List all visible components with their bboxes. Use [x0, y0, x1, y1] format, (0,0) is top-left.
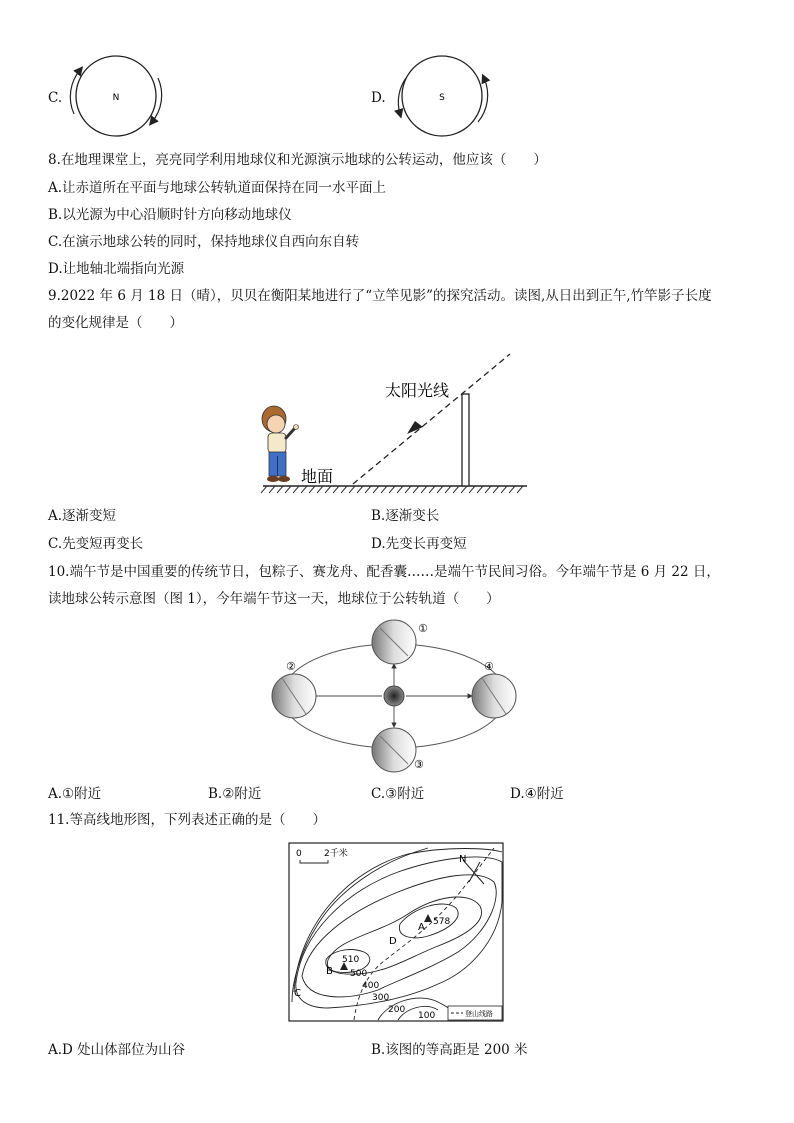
q8-option-c: C.在演示地球公转的同时，保持地球仪自西向东自转	[48, 234, 360, 250]
question-9-stem-line2: 的变化规律是（ ）	[48, 315, 183, 331]
question-8-stem: 8.在地理课堂上，亮亮同学利用地球仪和光源演示地球的公转运动，他应该（ ）	[48, 152, 547, 168]
contour-100: 100	[418, 1011, 436, 1021]
rotation-arrow-right	[152, 78, 162, 122]
q10-option-a: A.①附近	[48, 786, 102, 802]
q10-option-b: B.②附近	[208, 786, 262, 802]
earth-orbit-diagram	[262, 614, 530, 782]
option-d-label: D.	[371, 90, 386, 106]
contour-300: 300	[372, 993, 390, 1003]
sunlight-label: 太阳光线	[385, 381, 450, 400]
label-n: N	[459, 854, 467, 865]
sun	[384, 686, 404, 706]
earth-position-1	[372, 620, 416, 664]
q10-option-c: C.③附近	[371, 786, 425, 802]
ground-hatching	[261, 486, 523, 493]
scale-zero: 0	[296, 849, 302, 859]
contour-200: 200	[388, 1005, 406, 1015]
q9-option-b: B.逐渐变长	[371, 508, 440, 524]
sunlight-ray	[353, 354, 510, 484]
question-11-stem: 11.等高线地形图，下列表述正确的是（ ）	[48, 812, 326, 828]
earth-rotation-s-diagram	[386, 50, 498, 142]
ground-label: 地面	[301, 467, 334, 486]
q9-option-a: A.逐渐变短	[48, 508, 117, 524]
q10-option-d: D.④附近	[510, 786, 564, 802]
earth-position-4	[472, 674, 516, 718]
earth-position-2	[272, 674, 316, 718]
q11-option-b: B.该图的等高距是 200 米	[371, 1042, 528, 1058]
q8-option-b: B.以光源为中心沿顺时针方向移动地球仪	[48, 207, 292, 223]
label-a: A	[418, 922, 425, 933]
legend-label: 登山线路	[465, 1010, 493, 1018]
earth-position-3	[372, 728, 416, 772]
position-label-3: ③	[414, 758, 424, 771]
q9-option-d: D.先变长再变短	[371, 536, 467, 552]
position-label-1: ①	[418, 622, 428, 635]
child-figure	[262, 406, 299, 482]
contour-400: 400	[362, 981, 380, 991]
question-10-stem-line2: 读地球公转示意图（图 1），今年端午节这一天，地球位于公转轨道（ ）	[48, 591, 500, 607]
question-9-stem-line1: 9.2022 年 6 月 18 日（晴），贝贝在衡阳某地进行了“立竿见影”的探究活动。读图,从日出到正午,竹竿影子长度	[48, 288, 712, 304]
label-b: B	[326, 966, 333, 977]
label-d: D	[389, 936, 397, 947]
pole-label-s: S	[439, 93, 445, 103]
rotation-arrow-right	[478, 78, 488, 122]
earth-rotation-n-diagram	[60, 50, 172, 142]
position-label-4: ④	[484, 660, 494, 673]
contour-map	[288, 842, 506, 1024]
shadow-pole-figure	[255, 348, 535, 496]
scale-label: 2千米	[324, 849, 348, 859]
q11-option-a: A.D 处山体部位为山谷	[48, 1042, 186, 1058]
question-10-stem-line1: 10.端午节是中国重要的传统节日，包粽子、赛龙舟、配香囊……是端午节民间习俗。今年端午节是 6 月 22 日，	[48, 564, 720, 580]
option-c-label: C.	[48, 90, 63, 106]
q9-option-c: C.先变短再变长	[48, 536, 144, 552]
pole-label-n: N	[112, 93, 120, 103]
contour-500: 500	[350, 969, 368, 979]
peak-b-elevation: 510	[342, 955, 360, 965]
q8-option-d: D.让地轴北端指向光源	[48, 261, 185, 277]
rotation-arrow-left	[70, 70, 80, 114]
bamboo-pole	[462, 394, 469, 486]
position-label-2: ②	[286, 660, 296, 673]
q8-option-a: A.让赤道所在平面与地球公转轨道面保持在同一水平面上	[48, 180, 387, 196]
label-c: C	[294, 988, 301, 999]
peak-a-elevation: 578	[433, 917, 451, 927]
